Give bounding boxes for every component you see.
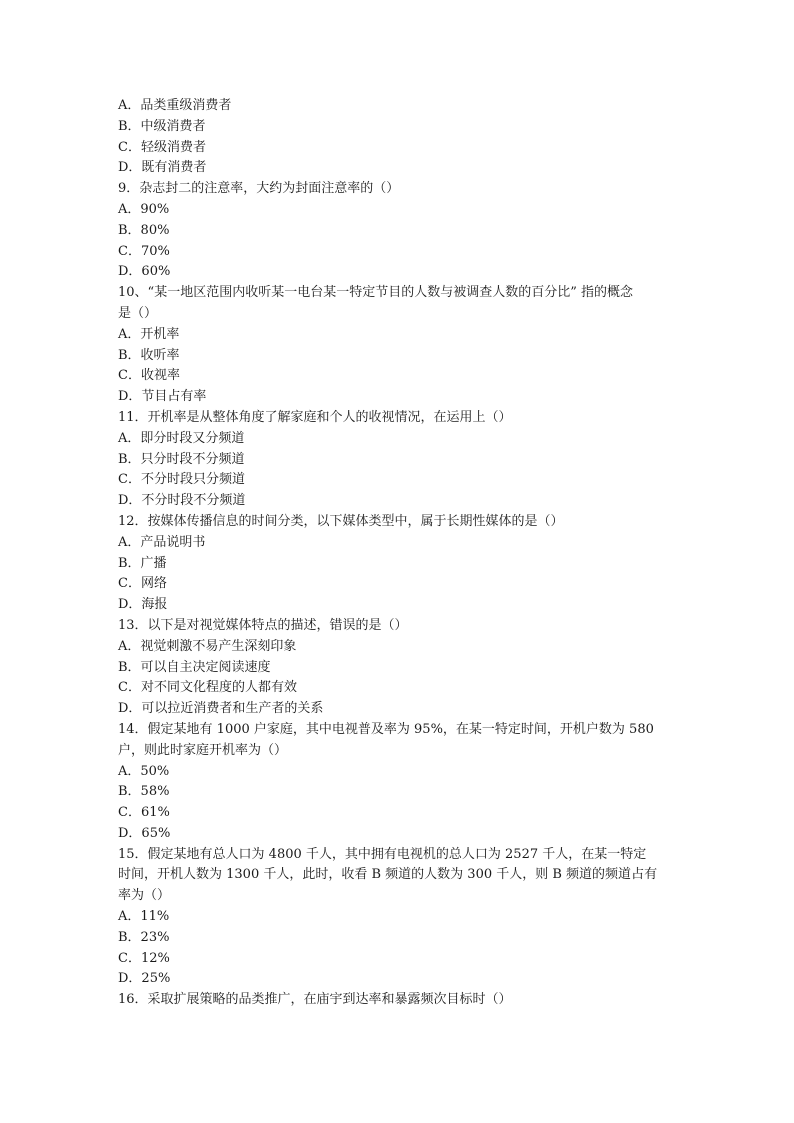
question-line: 13．以下是对视觉媒体特点的描述，错误的是（）: [118, 617, 408, 633]
option-line: A．90%: [118, 201, 170, 217]
option-line: C．网络: [118, 576, 167, 592]
option-line: D．可以拉近消费者和生产者的关系: [118, 701, 324, 717]
question-line: 12．按媒体传播信息的时间分类，以下媒体类型中，属于长期性媒体的是（）: [118, 513, 564, 529]
option-line: C．61%: [118, 805, 170, 821]
option-line: B．广播: [118, 555, 167, 571]
option-line: A．开机率: [118, 326, 180, 342]
option-line: D．不分时段不分频道: [118, 493, 246, 509]
option-line: A．11%: [118, 909, 170, 925]
option-line: B．中级消费者: [118, 118, 206, 134]
document-body: [118, 96, 678, 1011]
question-line: 16．采取扩展策略的品类推广，在庙宇到达率和暴露频次目标时（）: [118, 992, 512, 1008]
option-line: C．收视率: [118, 368, 180, 384]
option-line: B．可以自主决定阅读速度: [118, 659, 271, 675]
option-line: A．即分时段又分频道: [118, 430, 245, 446]
option-line: D．既有消费者: [118, 160, 207, 176]
question-line: 14．假定某地有 1000 户家庭，其中电视普及率为 95%，在某一特定时间，开机户数为 580: [118, 721, 654, 737]
option-line: D．海报: [118, 597, 168, 613]
option-line: C．12%: [118, 950, 170, 966]
question-line: 户，则此时家庭开机率为（）: [118, 742, 288, 758]
option-line: B．只分时段不分频道: [118, 451, 245, 467]
option-line: A．50%: [118, 763, 170, 779]
option-line: A．视觉刺激不易产生深刻印象: [118, 638, 297, 654]
option-line: C．70%: [118, 243, 170, 259]
option-line: B．23%: [118, 929, 170, 945]
option-line: B．80%: [118, 222, 170, 238]
option-line: C．不分时段只分频道: [118, 472, 245, 488]
question-line: 10、“某一地区范围内收听某一电台某一特定节目的人数与被调查人数的百分比” 指的概念: [118, 285, 633, 301]
option-line: A．品类重级消费者: [118, 98, 232, 113]
question-line: 率为（）: [118, 888, 171, 904]
question-line: 11．开机率是从整体角度了解家庭和个人的收视情况，在运用上（）: [118, 409, 512, 425]
option-line: A．产品说明书: [118, 534, 206, 550]
question-line: 是（）: [118, 305, 158, 321]
option-line: B．58%: [118, 784, 170, 800]
question-line: 9．杂志封二的注意率，大约为封面注意率的（）: [118, 181, 400, 197]
option-line: D．节目占有率: [118, 389, 207, 405]
option-line: C．对不同文化程度的人都有效: [118, 680, 297, 696]
option-line: C．轻级消费者: [118, 139, 206, 155]
option-line: B．收听率: [118, 347, 180, 363]
question-line: 时间，开机人数为 1300 千人，此时，收看 B 频道的人数为 300 千人，则 B 频道的频道占有: [118, 867, 658, 883]
option-line: D．60%: [118, 264, 171, 280]
question-line: 15．假定某地有总人口为 4800 千人，其中拥有电视机的总人口为 2527 千人，在某一特定: [118, 846, 647, 862]
option-line: D．25%: [118, 971, 171, 987]
option-line: D．65%: [118, 825, 171, 841]
